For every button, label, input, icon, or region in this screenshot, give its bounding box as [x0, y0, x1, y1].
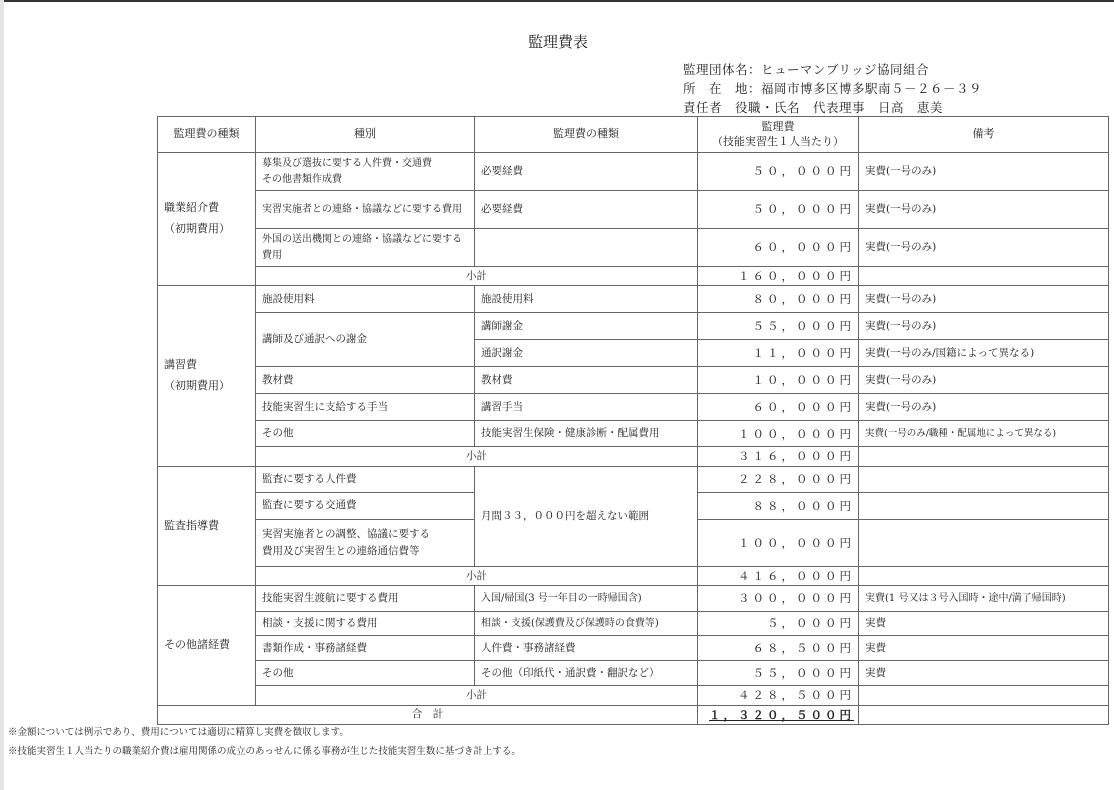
item-cell: 講師及び通訳への謝金	[256, 313, 475, 367]
item-text: 費用及び実習生との連絡通信費等	[262, 544, 420, 557]
remarks-cell: 実費	[859, 636, 1109, 661]
item-cell	[256, 153, 475, 191]
footnote: ※技能実習生１人当たりの職業紹介費は雇用関係の成立のあっせんに係る事務が生じた技能実習生数に基づき計上する。	[8, 746, 521, 757]
table-row	[158, 229, 1109, 267]
total-row	[158, 705, 1109, 724]
type-cell: 相談・支援(保護費及び保護時の食費等)	[475, 612, 698, 636]
amount-cell: ５０，０００円	[698, 191, 859, 229]
header-amount-label: 監理費	[761, 119, 795, 133]
remarks-cell	[859, 447, 1109, 466]
amount-cell: ６０，０００円	[698, 394, 859, 421]
remarks-cell: 実費(一号のみ/職種・配属地によって異なる)	[859, 421, 1109, 447]
header-fee-type: 監理費の種類	[475, 117, 698, 153]
table-row	[158, 661, 1109, 686]
subtotal-amount: ４２８，５００円	[698, 686, 859, 705]
category-cell: 監査指導費	[158, 466, 256, 585]
type-cell: 教材費	[475, 367, 698, 394]
remarks-cell: 実費(一号のみ/国籍によって異なる)	[859, 340, 1109, 367]
organization-name: 監理団体名：ヒューマンブリッジ協同組合	[683, 62, 930, 77]
amount-cell: １００，０００円	[698, 519, 859, 566]
item-text: 費用	[262, 249, 282, 261]
amount-cell: ３００，０００円	[698, 586, 859, 612]
category-cell	[158, 286, 256, 466]
amount-cell: １１，０００円	[698, 340, 859, 367]
subtotal-row	[158, 566, 1109, 585]
table-row	[158, 153, 1109, 191]
item-cell: その他	[256, 661, 475, 686]
item-cell: 相談・支援に関する費用	[256, 612, 475, 636]
subtotal-amount: ３１６，０００円	[698, 447, 859, 466]
subtotal-label: 小計	[256, 686, 698, 705]
item-text: その他書類作成費	[262, 173, 342, 185]
type-cell: 講師謝金	[475, 313, 698, 340]
remarks-cell	[859, 686, 1109, 705]
category-label: 職業紹介費	[164, 201, 219, 215]
subtotal-label: 小計	[256, 267, 698, 286]
top-border	[0, 0, 1114, 2]
type-cell: 通訳謝金	[475, 340, 698, 367]
header-fee-category: 監理費の種類	[158, 117, 256, 153]
remarks-cell	[859, 466, 1109, 492]
item-cell	[256, 519, 475, 566]
remarks-cell: 実費	[859, 661, 1109, 686]
amount-cell: １０，０００円	[698, 367, 859, 394]
subtotal-amount: ４１６，０００円	[698, 566, 859, 585]
amount-cell: ２２８，０００円	[698, 466, 859, 492]
amount-cell: ５５，０００円	[698, 313, 859, 340]
item-cell	[256, 229, 475, 267]
item-cell: 技能実習生に支給する手当	[256, 394, 475, 421]
header-remarks: 備考	[859, 117, 1109, 153]
table-row	[158, 286, 1109, 313]
table-row	[158, 612, 1109, 636]
scan-edge	[0, 0, 4, 790]
address: 所 在 地：福岡市博多区博多駅南５－２６－３９	[683, 81, 983, 96]
table-header-row	[158, 117, 1109, 153]
remarks-cell	[859, 519, 1109, 566]
item-cell: 教材費	[256, 367, 475, 394]
item-cell: 実習実施者との連絡・協議などに要する費用	[256, 191, 475, 229]
fee-table	[157, 116, 1109, 725]
remarks-cell: 実費(一号のみ)	[859, 153, 1109, 191]
remarks-cell	[859, 566, 1109, 585]
type-cell: 必要経費	[475, 191, 698, 229]
remarks-cell: 実費(一号のみ)	[859, 313, 1109, 340]
total-label: 合 計	[158, 705, 698, 724]
type-cell: 必要経費	[475, 153, 698, 191]
item-text: 実習実施者との調整、協議に要する	[262, 527, 430, 540]
table-row	[158, 466, 1109, 492]
type-cell: 講習手当	[475, 394, 698, 421]
subtotal-row	[158, 447, 1109, 466]
remarks-cell	[859, 267, 1109, 286]
type-cell: 入国/帰国(3 号一年目の一時帰国含)	[475, 586, 698, 612]
remarks-cell: 実費(一号のみ)	[859, 394, 1109, 421]
remarks-cell: 実費(一号のみ)	[859, 367, 1109, 394]
table-row	[158, 394, 1109, 421]
subtotal-row	[158, 267, 1109, 286]
item-cell: 監査に要する人件費	[256, 466, 475, 492]
amount-cell: ５，０００円	[698, 612, 859, 636]
subtotal-label: 小計	[256, 566, 698, 585]
amount-cell: ６０，０００円	[698, 229, 859, 267]
item-cell: 技能実習生渡航に要する費用	[256, 586, 475, 612]
amount-cell: ６８，５００円	[698, 636, 859, 661]
header-amount-sub: （技能実習生１人当たり）	[712, 134, 844, 148]
item-cell: 監査に要する交通費	[256, 492, 475, 519]
type-cell: 人件費・事務諸経費	[475, 636, 698, 661]
item-cell: 施設使用料	[256, 286, 475, 313]
header-amount	[698, 117, 859, 153]
amount-cell: ５０，０００円	[698, 153, 859, 191]
table-row	[158, 421, 1109, 447]
type-cell: 技能実習生保険・健康診断・配属費用	[475, 421, 698, 447]
type-cell: 月間３３，０００円を超えない範囲	[475, 466, 698, 566]
amount-cell: ８８，０００円	[698, 492, 859, 519]
amount-cell: ５５，０００円	[698, 661, 859, 686]
category-label: 講習費	[164, 358, 197, 372]
amount-cell: ８０，０００円	[698, 286, 859, 313]
type-cell: 施設使用料	[475, 286, 698, 313]
table-row	[158, 367, 1109, 394]
remarks-cell: 実費(一号のみ)	[859, 191, 1109, 229]
table-row	[158, 313, 1109, 340]
category-cell	[158, 153, 256, 286]
table-row	[158, 636, 1109, 661]
item-cell: 書類作成・事務諸経費	[256, 636, 475, 661]
item-cell: その他	[256, 421, 475, 447]
table-row	[158, 586, 1109, 612]
item-text: 外国の送出機関との連絡・協議などに要する	[262, 233, 462, 245]
subtotal-label: 小計	[256, 447, 698, 466]
type-cell	[475, 229, 698, 267]
remarks-cell: 実費(一号のみ)	[859, 229, 1109, 267]
category-sublabel: （初期費用）	[164, 222, 230, 236]
remarks-cell: 実費(1 号又は３号入国時・途中/満了帰国時)	[859, 586, 1109, 612]
remarks-cell	[859, 705, 1109, 724]
remarks-cell: 実費	[859, 612, 1109, 636]
subtotal-row	[158, 686, 1109, 705]
type-cell: その他（印紙代・通訳費・翻訳など）	[475, 661, 698, 686]
header-item: 種別	[256, 117, 475, 153]
category-cell: その他諸経費	[158, 586, 256, 705]
footnote: ※金額については例示であり、費用については適切に精算し実費を徴収します。	[8, 727, 349, 738]
remarks-cell	[859, 492, 1109, 519]
amount-cell: １００，０００円	[698, 421, 859, 447]
remarks-cell: 実費(一号のみ)	[859, 286, 1109, 313]
table-row	[158, 191, 1109, 229]
page-title: 監理費表	[528, 33, 589, 51]
representative: 責任者 役職・氏名 代表理事 日高 恵美	[683, 100, 944, 115]
total-amount: １，３２０，５００円	[698, 705, 859, 724]
category-sublabel: （初期費用）	[164, 379, 230, 393]
item-text: 募集及び選抜に要する人件費・交通費	[262, 157, 432, 169]
subtotal-amount: １６０，０００円	[698, 267, 859, 286]
